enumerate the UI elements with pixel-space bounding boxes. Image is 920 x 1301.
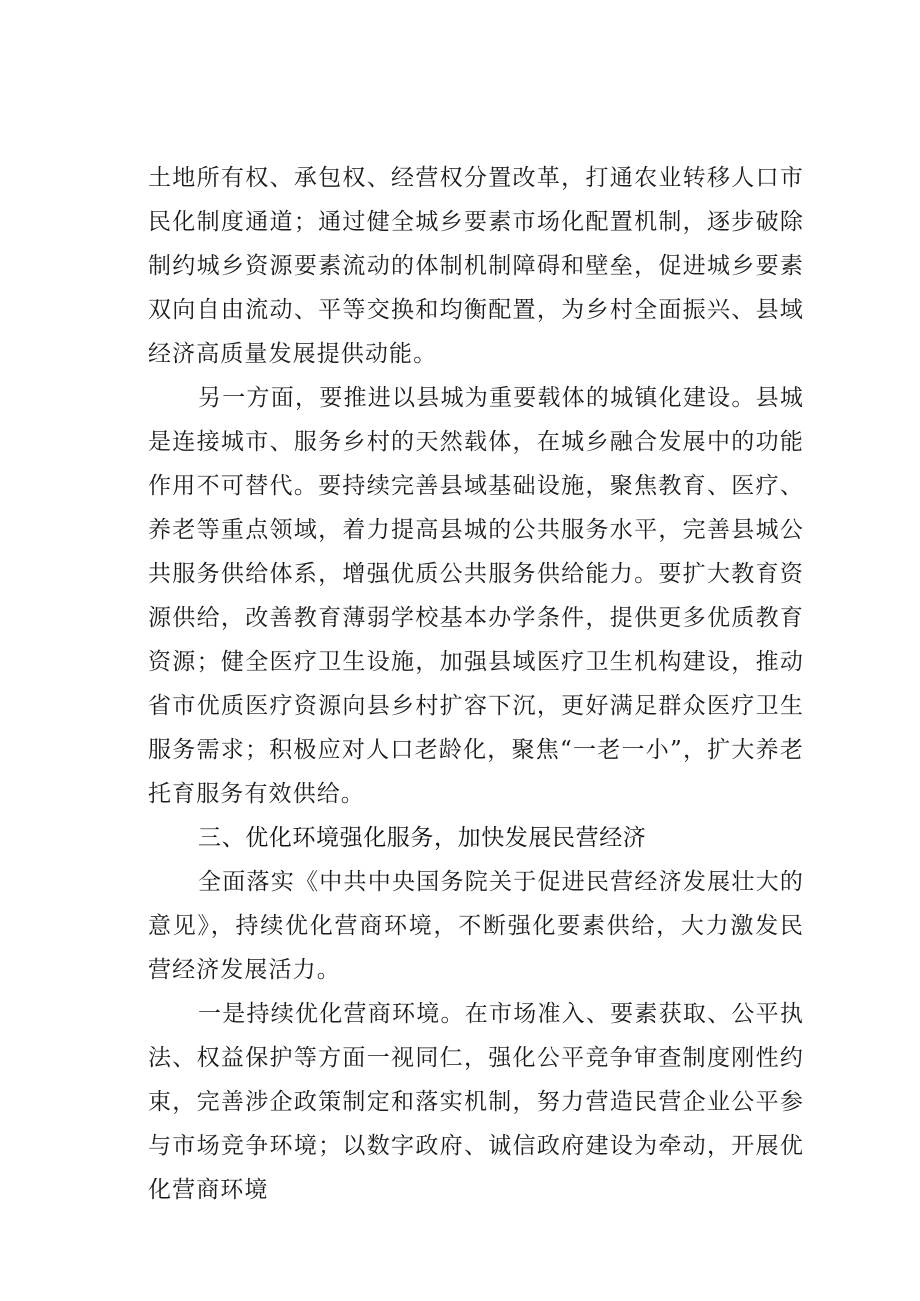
paragraph-continued: 土地所有权、承包权、经营权分置改革，打通农业转移人口市民化制度通道；通过健全城乡要素市场化配置机制，逐步破除制约城乡资源要素流动的体制机制障碍和壁垒，促进城乡要素双向自由流动、平等交换和均衡配置，为乡村全面振兴、县域经济高质量发展提供动能。 bbox=[148, 165, 804, 367]
paragraph-county-urbanization: 另一方面，要推进以县城为重要载体的城镇化建设。县城是连接城市、服务乡村的天然载体，在城乡融合发展中的功能作用不可替代。要持续完善县域基础设施，聚焦教育、医疗、养老等重点领域，着力提高县城的公共服务水平，完善县城公共服务供给体系，增强优质公共服务供给能力。要扩大教育资源供给，改善教育薄弱学校基本办学条件，提供更多优质教育资源；健全医疗卫生设施，加强县域医疗卫生机构建设，推动省市优质医疗资源向县乡村扩容下沉，更好满足群众医疗卫生服务需求；积极应对人口老龄化，聚焦“一老一小”，扩大养老托育服务有效供给。 bbox=[148, 385, 804, 807]
document-body bbox=[148, 156, 804, 1212]
paragraph-private-economy-intro: 全面落实《中共中央国务院关于促进民营经济发展壮大的意见》，持续优化营商环境，不断强化要素供给，大力激发民营经济发展活力。 bbox=[148, 869, 804, 983]
paragraph-business-environment: 一是持续优化营商环境。在市场准入、要素获取、公平执法、权益保护等方面一视同仁，强化公平竞争审查制度刚性约束，完善涉企政策制定和落实机制，努力营造民营企业公平参与市场竞争环境；以数字政府、诚信政府建设为牵动，开展优化营商环境 bbox=[148, 1001, 804, 1203]
section-heading: 三、优化环境强化服务，加快发展民营经济 bbox=[198, 825, 647, 851]
